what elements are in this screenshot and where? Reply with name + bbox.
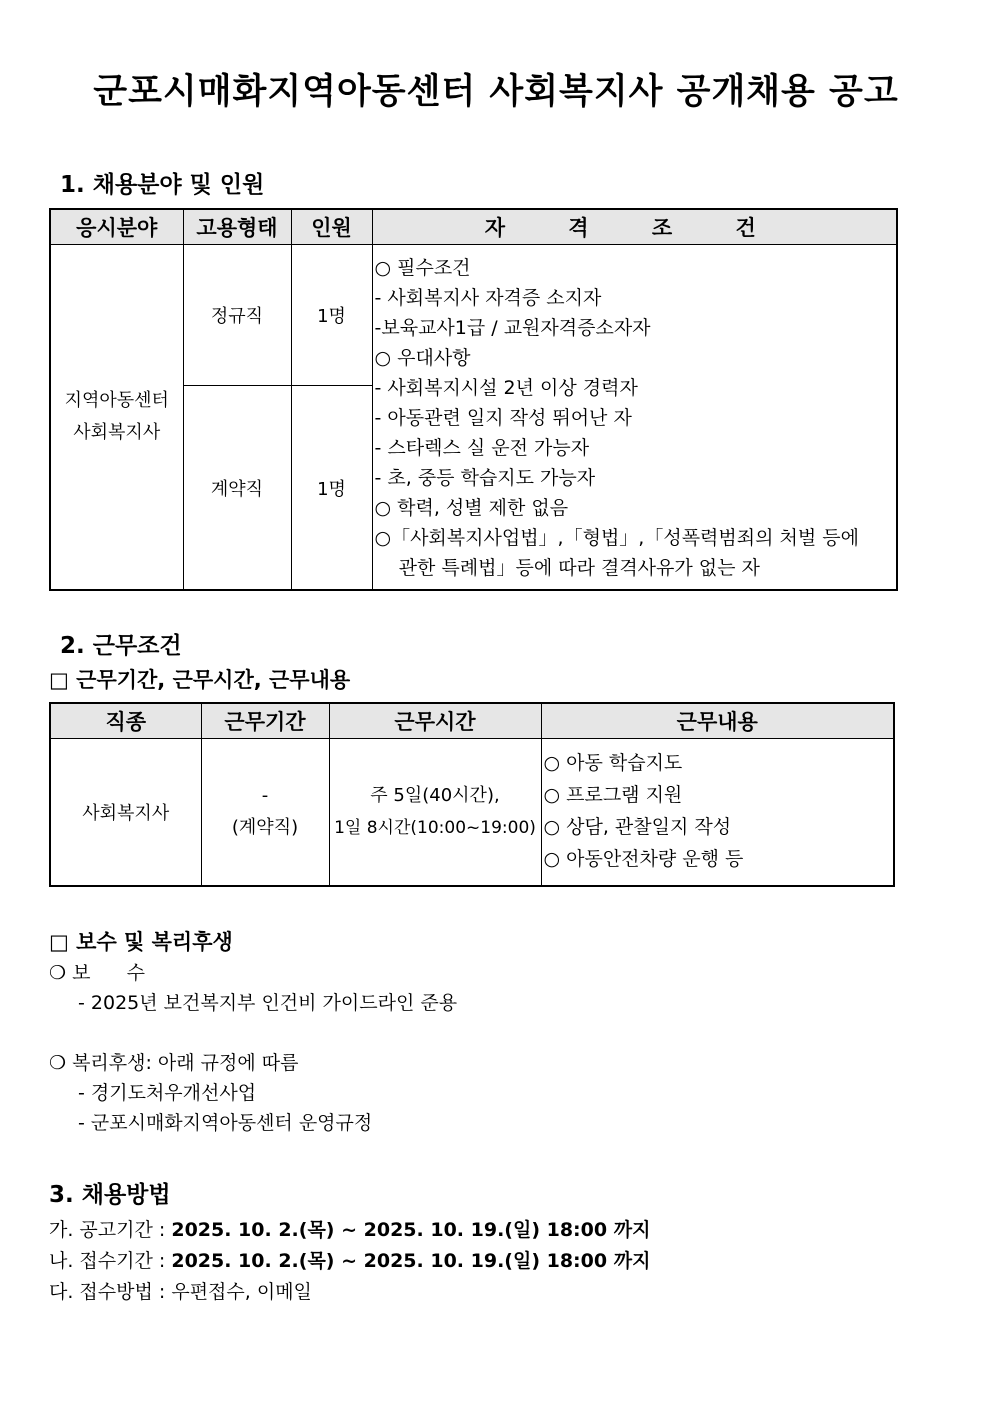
employment-type-contract: 계약직 (183, 386, 291, 590)
qual-line: - 아동관련 일지 작성 뛰어난 자 (374, 407, 632, 429)
method-label: 나. 접수기간 : (49, 1250, 172, 1272)
qual-line: - 스타렉스 실 운전 가능자 (374, 437, 590, 459)
qual-line: ○「사회복지사업법」,「형법」,「성폭력범죄의 처벌 등에 (374, 527, 859, 549)
page-title: 군포시매화지역아동센터 사회복지사 공개채용 공고 (93, 72, 899, 112)
section-1-heading: 1. 채용분야 및 인원 (60, 172, 265, 198)
method-label: 가. 공고기간 : (49, 1219, 172, 1241)
header-field: 응시분야 (50, 209, 183, 245)
welfare-item: - 경기도처우개선사업 (78, 1082, 257, 1104)
header-headcount: 인원 (291, 209, 372, 245)
work-conditions-subheading: □ 근무기간, 근무시간, 근무내용 (49, 668, 351, 692)
welfare-item: - 군포시매화지역아동센터 운영규정 (78, 1112, 373, 1134)
method-value: 2025. 10. 2.(목) ~ 2025. 10. 19.(일) 18:00 까지 (171, 1219, 651, 1241)
qualifications-cell (372, 245, 897, 591)
method-value: 우편접수, 이메일 (171, 1281, 312, 1303)
content-line: ○ 프로그램 지원 (543, 784, 683, 806)
qual-line: -보육교사1급 / 교원자격증소자자 (374, 317, 651, 339)
content-line: ○ 상담, 관찰일지 작성 (543, 816, 732, 838)
qual-line: ○ 필수조건 (374, 257, 471, 279)
period-line-2: (계약직) (231, 817, 299, 838)
headcount-permanent: 1명 (291, 245, 372, 386)
employment-type-permanent: 정규직 (183, 245, 291, 386)
welfare-label: ❍ 복리후생: 아래 규정에 따름 (49, 1052, 299, 1074)
pay-welfare-heading: □ 보수 및 복리후생 (49, 930, 233, 954)
method-label: 다. 접수방법 : (49, 1281, 172, 1303)
field-line-1: 지역아동센터 (64, 390, 169, 411)
method-item (49, 1277, 312, 1304)
method-item (49, 1215, 650, 1242)
recruitment-table (49, 208, 898, 591)
qual-line: 관한 특례법」등에 따라 결격사유가 없는 자 (374, 557, 760, 579)
hours-cell (329, 739, 541, 887)
table-header-row (50, 209, 897, 245)
hours-line-1: 주 5일(40시간), (370, 785, 500, 806)
period-line-1: - (261, 785, 269, 806)
job-cell: 사회복지사 (50, 739, 201, 887)
header-qualifications: 자 격 조 건 (372, 209, 897, 245)
qual-line: - 사회복지시설 2년 이상 경력자 (374, 377, 638, 399)
method-item (49, 1246, 650, 1273)
field-cell (50, 245, 183, 591)
pay-detail: - 2025년 보건복지부 인건비 가이드라인 준용 (78, 992, 458, 1014)
hours-line-2: 1일 8시간(10:00~19:00) (334, 818, 536, 838)
content-line: ○ 아동 학습지도 (543, 752, 683, 774)
period-cell (201, 739, 329, 887)
method-value: 2025. 10. 2.(목) ~ 2025. 10. 19.(일) 18:00 까지 (171, 1250, 651, 1272)
qual-line: ○ 우대사항 (374, 347, 471, 369)
section-2-heading: 2. 근무조건 (60, 633, 182, 659)
field-line-2: 사회복지사 (73, 422, 161, 443)
header-content: 근무내용 (541, 703, 894, 739)
work-conditions-table (49, 702, 895, 887)
header-employment-type: 고용형태 (183, 209, 291, 245)
header-job: 직종 (50, 703, 201, 739)
header-period: 근무기간 (201, 703, 329, 739)
qual-line: - 초, 중등 학습지도 가능자 (374, 467, 596, 489)
header-hours: 근무시간 (329, 703, 541, 739)
table-header-row (50, 703, 894, 739)
table-row (50, 245, 897, 386)
qual-line: ○ 학력, 성별 제한 없음 (374, 497, 569, 519)
content-cell (541, 739, 894, 887)
headcount-contract: 1명 (291, 386, 372, 590)
content-line: ○ 아동안전차량 운행 등 (543, 848, 744, 870)
pay-label: ❍ 보 수 (49, 962, 146, 984)
qual-line: - 사회복지사 자격증 소지자 (374, 287, 602, 309)
section-3-heading: 3. 채용방법 (49, 1182, 171, 1208)
table-row (50, 739, 894, 887)
